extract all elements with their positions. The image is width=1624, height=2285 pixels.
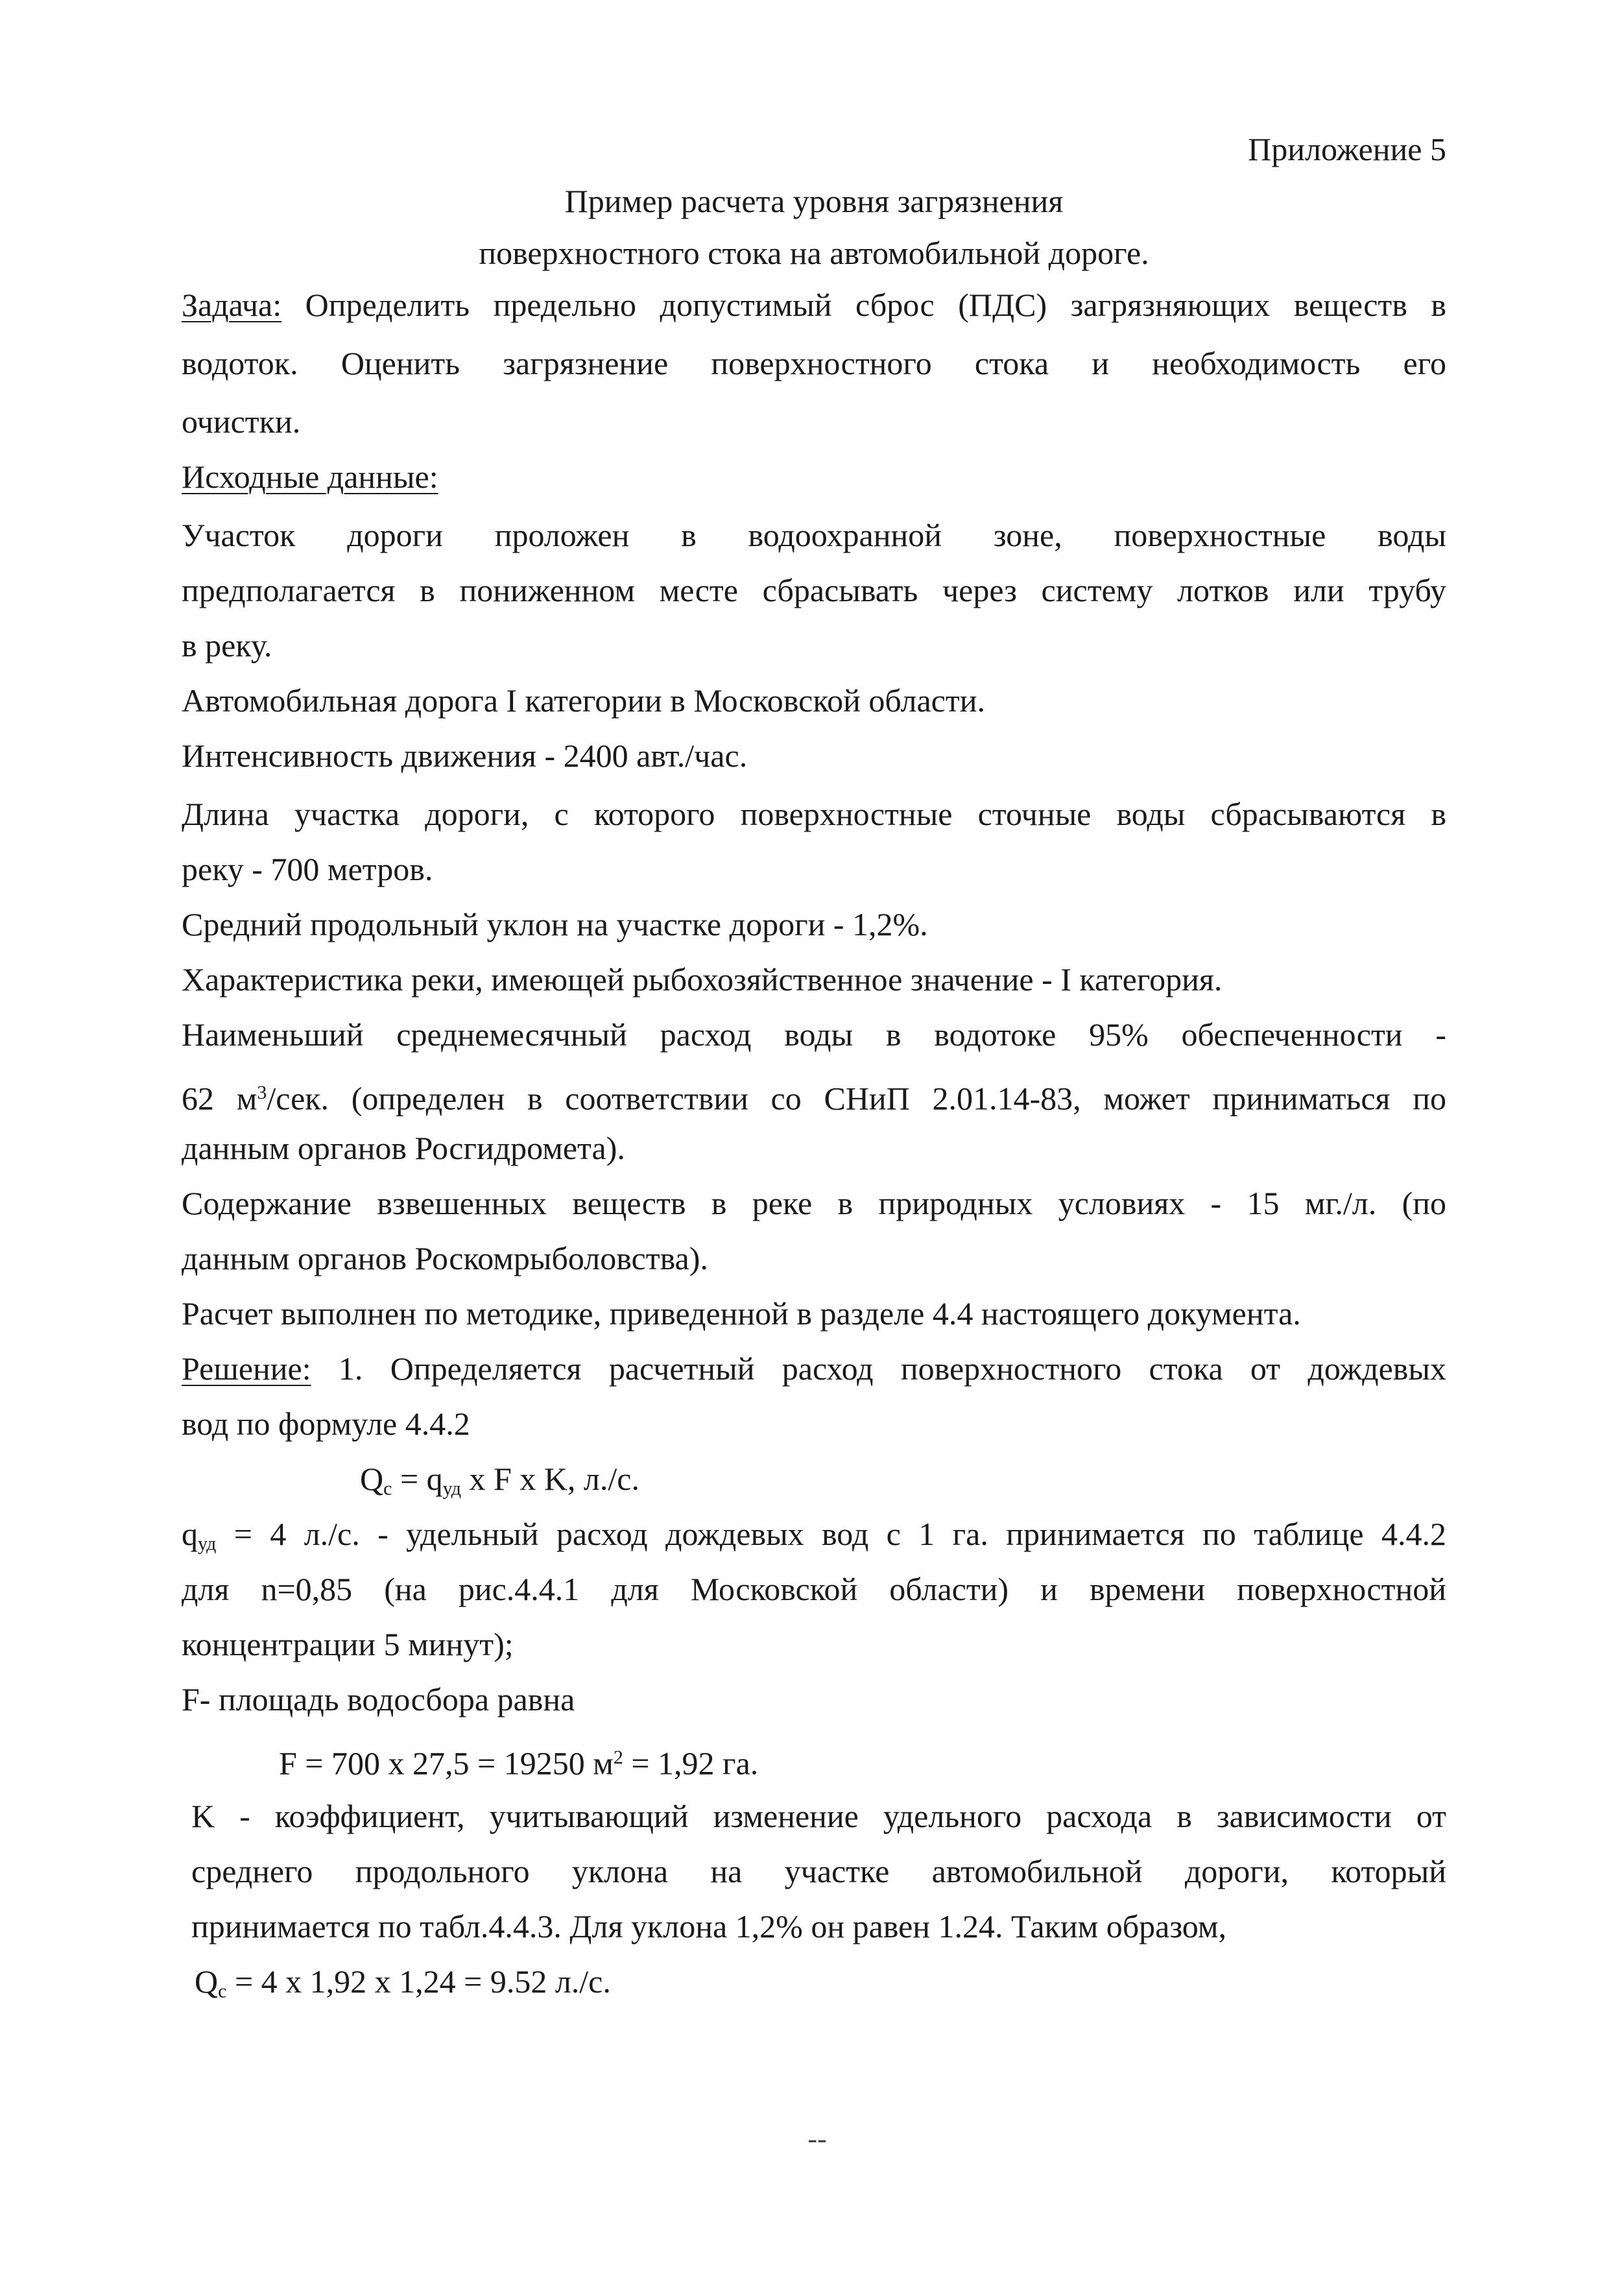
q-definition-text: = 4 л./с. - удельный расход дождевых вод с 1 га. принимается по таблице 4.4.2 (216, 1516, 1446, 1552)
source-p1-line-2: предполагается в пониженном месте сбрасывать через систему лотков или трубу (182, 572, 1446, 608)
source-p7-line-2 (182, 1073, 1446, 1118)
source-p6: Характеристика реки, имеющей рыбохозяйственное значение - I категория. (182, 961, 1223, 998)
q-definition-line-3: концентрации 5 минут); (182, 1626, 514, 1662)
formula-1-end: x F x K, л./с. (461, 1461, 639, 1497)
formula-1-q: Q (360, 1461, 384, 1497)
flow-value: 62 м (182, 1080, 257, 1117)
formula-1 (360, 1459, 639, 1509)
appendix-label: Приложение 5 (1248, 131, 1446, 167)
k-definition-line-3: принимается по табл.4.4.3. Для уклона 1,2% он равен 1.24. Таким образом, (191, 1908, 1226, 1944)
formula-3 (195, 1962, 611, 2011)
formula-1-mid: = q (392, 1461, 443, 1497)
q-symbol-sub: уд (198, 1533, 217, 1555)
q-symbol: q (182, 1516, 198, 1552)
k-definition-line-1: K - коэффициент, учитывающий изменение удельного расхода в зависимости от (191, 1798, 1446, 1834)
source-p4-line-2: реку - 700 метров. (182, 851, 433, 887)
source-p5: Средний продольный уклон на участке дороги - 1,2%. (182, 906, 928, 942)
title-line-1: Пример расчета уровня загрязнения (564, 183, 1064, 219)
title-line-2: поверхностного стока на автомобильной дороге. (479, 235, 1149, 271)
source-p4-line-1: Длина участка дороги, с которого поверхностные сточные воды сбрасываются в (182, 796, 1446, 832)
q-definition-line-1 (182, 1514, 1446, 1564)
solution-line-2: вод по формуле 4.4.2 (182, 1406, 470, 1442)
source-p8-line-2: данным органов Роскомрыболовства). (182, 1240, 708, 1276)
source-p8-line-1: Содержание взвешенных веществ в реке в природных условиях - 15 мг./л. (по (182, 1185, 1446, 1221)
source-p3: Интенсивность движения - 2400 авт./час. (182, 737, 748, 774)
source-label (182, 457, 1446, 496)
formula-3-q-sub: c (218, 1980, 227, 2002)
source-p1-line-1: Участок дороги проложен в водоохранной зоне, поверхностные воды (182, 517, 1446, 553)
page-number: -- (807, 2123, 827, 2155)
formula-2-exponent: 2 (613, 1747, 623, 1768)
solution-line-1 (182, 1349, 1446, 1388)
task-text-1: Определить предельно допустимый сброс (ПДС) загрязняющих веществ в (281, 287, 1446, 323)
f-definition: F- площадь водосбора равна (182, 1681, 575, 1717)
flow-description: /сек. (определен в соответствии со СНиП 2.01.14-83, может приниматься по (267, 1080, 1447, 1117)
formula-2-end: = 1,92 га. (623, 1745, 759, 1782)
formula-2-main: F = 700 x 27,5 = 19250 м (279, 1745, 614, 1782)
solution-label: Решение: (182, 1350, 311, 1387)
k-definition-line-2: среднего продольного уклона на участке автомобильной дороги, который (191, 1853, 1446, 1889)
formula-1-q-sub: c (383, 1477, 392, 1500)
q-definition-line-2: для n=0,85 (на рис.4.4.1 для Московской области) и времени поверхностной (182, 1571, 1446, 1607)
flow-unit-exponent: 3 (257, 1082, 267, 1103)
task-line-1 (182, 285, 1446, 324)
task-line-3: очистки. (182, 403, 301, 440)
task-line-2: водоток. Оценить загрязнение поверхностного стока и необходимость его (182, 345, 1446, 381)
source-p9: Расчет выполнен по методике, приведенной в разделе 4.4 настоящего документа. (182, 1295, 1301, 1332)
task-label: Задача: (182, 287, 282, 323)
source-label-text: Исходные данные: (182, 459, 438, 495)
source-p7-line-3: данным органов Росгидромета). (182, 1130, 625, 1166)
source-p2: Автомобильная дорога I категории в Московской области. (182, 682, 985, 719)
solution-text-1: 1. Определяется расчетный расход поверхностного стока от дождевых (311, 1350, 1446, 1387)
formula-3-end: = 4 x 1,92 x 1,24 = 9.52 л./с. (226, 1963, 611, 2000)
source-p7-line-1: Наименьший среднемесячный расход воды в водотоке 95% обеспеченности - (182, 1016, 1446, 1053)
source-p1-line-3: в реку. (182, 627, 272, 664)
formula-2 (279, 1738, 758, 1783)
formula-1-qud-sub: уд (442, 1477, 462, 1500)
formula-3-q: Q (195, 1963, 219, 2000)
